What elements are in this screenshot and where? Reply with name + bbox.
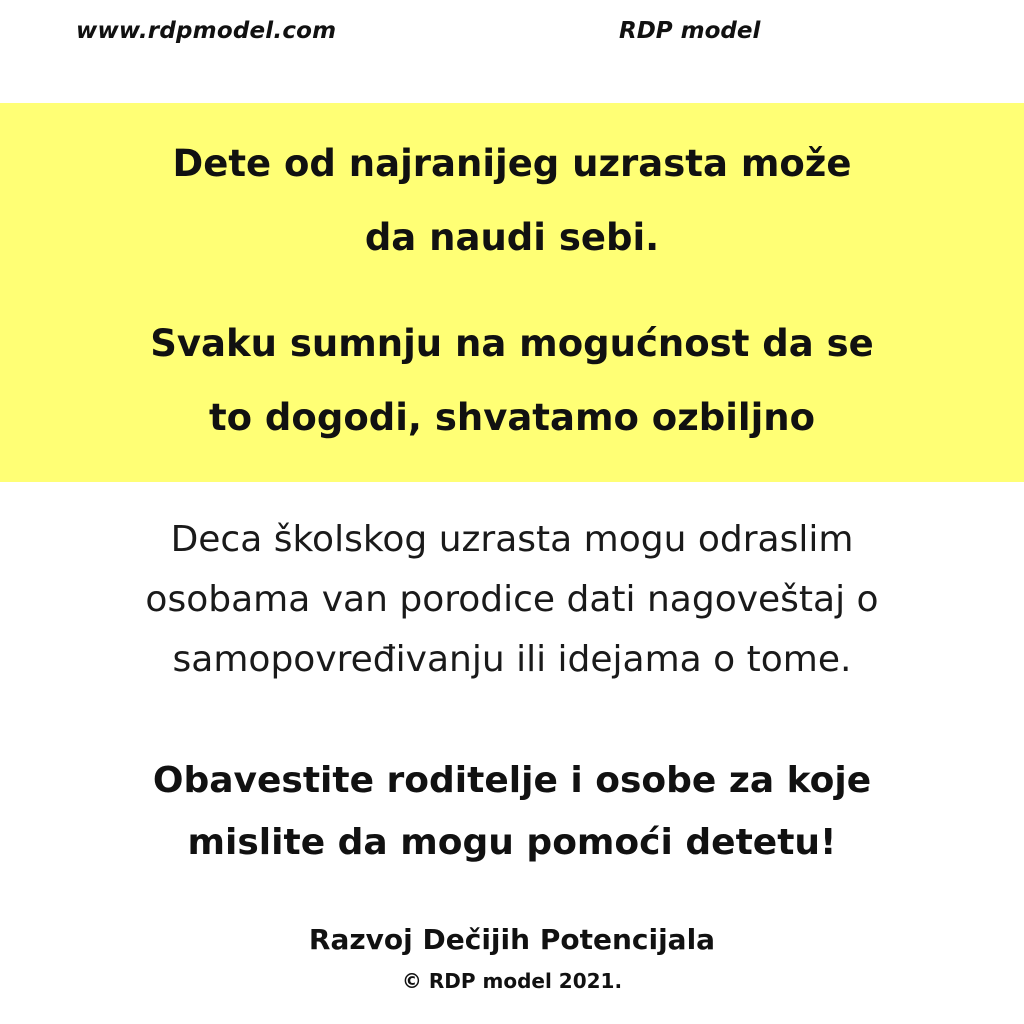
body-paragraph xyxy=(40,510,984,690)
call-to-action-line: Obavestite roditelje i osobe za koje xyxy=(152,760,872,801)
brand-name: RDP model xyxy=(619,18,761,44)
copyright-notice: © RDP model 2021. xyxy=(401,969,623,993)
body-paragraph-line: samopovređivanju ili idejama o tome. xyxy=(172,639,852,680)
headline-secondary-line: to dogodi, shvatamo ozbiljno xyxy=(208,396,816,439)
body-paragraph-line: osobama van porodice dati nagoveštaj o xyxy=(145,579,879,620)
headline-primary-line: Dete od najranijeg uzrasta može xyxy=(172,142,852,185)
call-to-action-line: mislite da mogu pomoći detetu! xyxy=(187,822,837,863)
body-paragraph-line: Deca školskog uzrasta mogu odraslim xyxy=(170,519,854,560)
organization-name: Razvoj Dečijih Potencijala xyxy=(308,923,716,956)
call-to-action xyxy=(40,750,984,874)
headline-secondary-line: Svaku sumnju na mogućnost da se xyxy=(150,322,874,365)
headline-primary-line: da naudi sebi. xyxy=(364,216,660,259)
website-url[interactable]: www.rdpmodel.com xyxy=(76,18,337,44)
headline-secondary xyxy=(40,307,984,455)
headline-primary xyxy=(40,127,984,275)
